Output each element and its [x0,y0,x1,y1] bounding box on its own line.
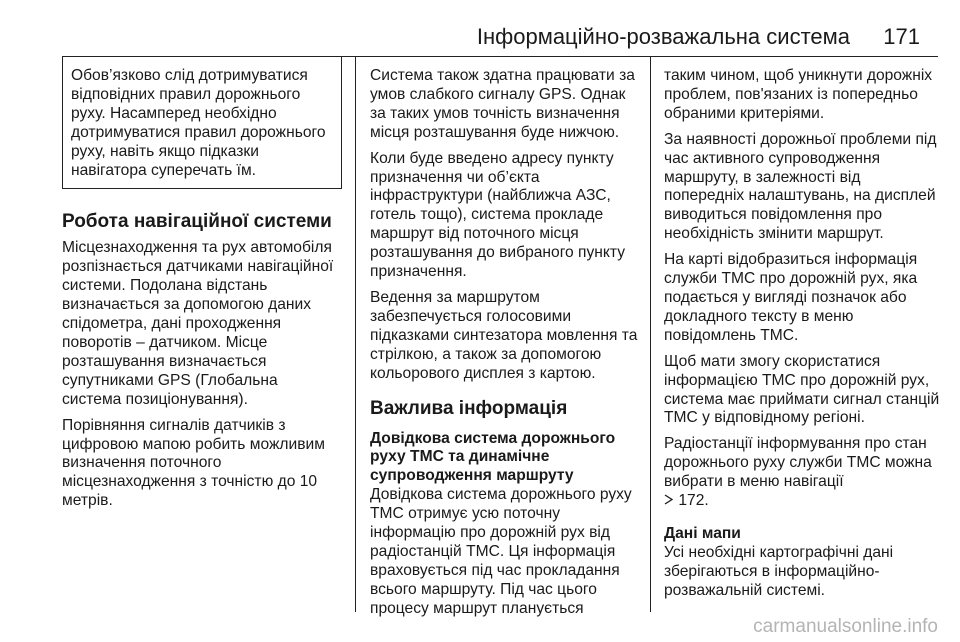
paragraph: Система також здатна працювати за умов слабкого сигналу GPS. Однак за таких умов точність визначення місця розташування буде нижчою. [370,67,635,141]
paragraph [664,435,942,511]
page-reference-arrow-icon [664,492,674,511]
subheading-map-data: Дані мапи [664,524,741,542]
caution-note-box [62,56,342,189]
column-3 [664,56,942,608]
paragraph: Усі необхідні картографічні дані зберігаються в інформаційно-розважальній системі. [664,543,894,599]
paragraph: таким чином, щоб уникнути дорожніх проблем, пов'язаних із попередньо обраними критеріями. [664,67,933,122]
section-heading-navigation-operation: Робота навігаційної системи [62,211,332,233]
paragraph: Порівняння сигналів датчиків з цифровою мапою робить можливим визначення поточного місцезнаходження з точністю до 10 метрів. [62,416,325,510]
page-reference[interactable]: 172. [678,492,709,510]
column-2 [370,56,640,626]
paragraph: Довідкова система дорожнього руху TMC отримує усю поточну інформацію про дорожній рух від радіостанцій TMC. Ця інформація враховується під час прокладання всього маршруту. Під час цього процесу маршрут планується [370,486,632,617]
column-divider-2 [650,56,651,612]
column-divider-1 [355,56,356,612]
paragraph: За наявності дорожньої проблеми під час активного супроводження маршруту, в залежності від попередніх налаштувань, на дисплей виводиться повідомлення про необхідність змінити маршрут. [664,130,937,243]
page-number: 171 [883,24,920,49]
caution-note-text: Обов’язково слід дотримуватися відповідних правил дорожнього руху. Насамперед необхідно дотримуватися правил дорожнього руху, навіть якщо підказки навігатора суперечать їм. [71,67,326,179]
subheading-tmc: Довідкова система дорожнього руху TMC та динамічне супроводження маршруту [370,429,616,485]
column-1 [62,56,340,518]
paragraph: Місцезнаходження та рух автомобіля розпізнається датчиками навігаційної системи. Подолана відстань визначається за допомогою даних спідометра, дані проходження поворотів – датчиком. Місце розташування визначається супутниками GPS (Глобальна система позиціонування). [62,239,334,408]
paragraph: Коли буде введено адресу пункту призначення чи об’єкта інфраструктури (найближча АЗС, готель тощо), система прокладе маршрут від поточного місця розташування до вибраного пункту призначення. [370,149,626,281]
paragraph: На карті відобразиться інформація служби TMC про дорожній рух, яка подається у вигляді позначок або докладного тексту в меню повідомлень TMC. [664,251,918,344]
section-heading-important-info: Важлива інформація [370,397,568,419]
running-header-title: Інформаційно-розважальна система [476,24,850,49]
page-header [0,0,960,60]
watermark: carmanualsonline.info [753,616,938,637]
paragraph-text: Радіостанції інформування про стан дорожнього руху служби TMC можна вибрати в меню навігації [664,435,932,491]
paragraph: Ведення за маршрутом забезпечується голосовими підказками синтезатора мовлення та стрілкою, а також за допомогою кольорового дисплея з картою. [370,288,638,382]
paragraph: Щоб мати змогу скористатися інформацією TMC про дорожній рух, система має приймати сигнал станцій TMC у відповідному регіоні. [664,352,940,427]
